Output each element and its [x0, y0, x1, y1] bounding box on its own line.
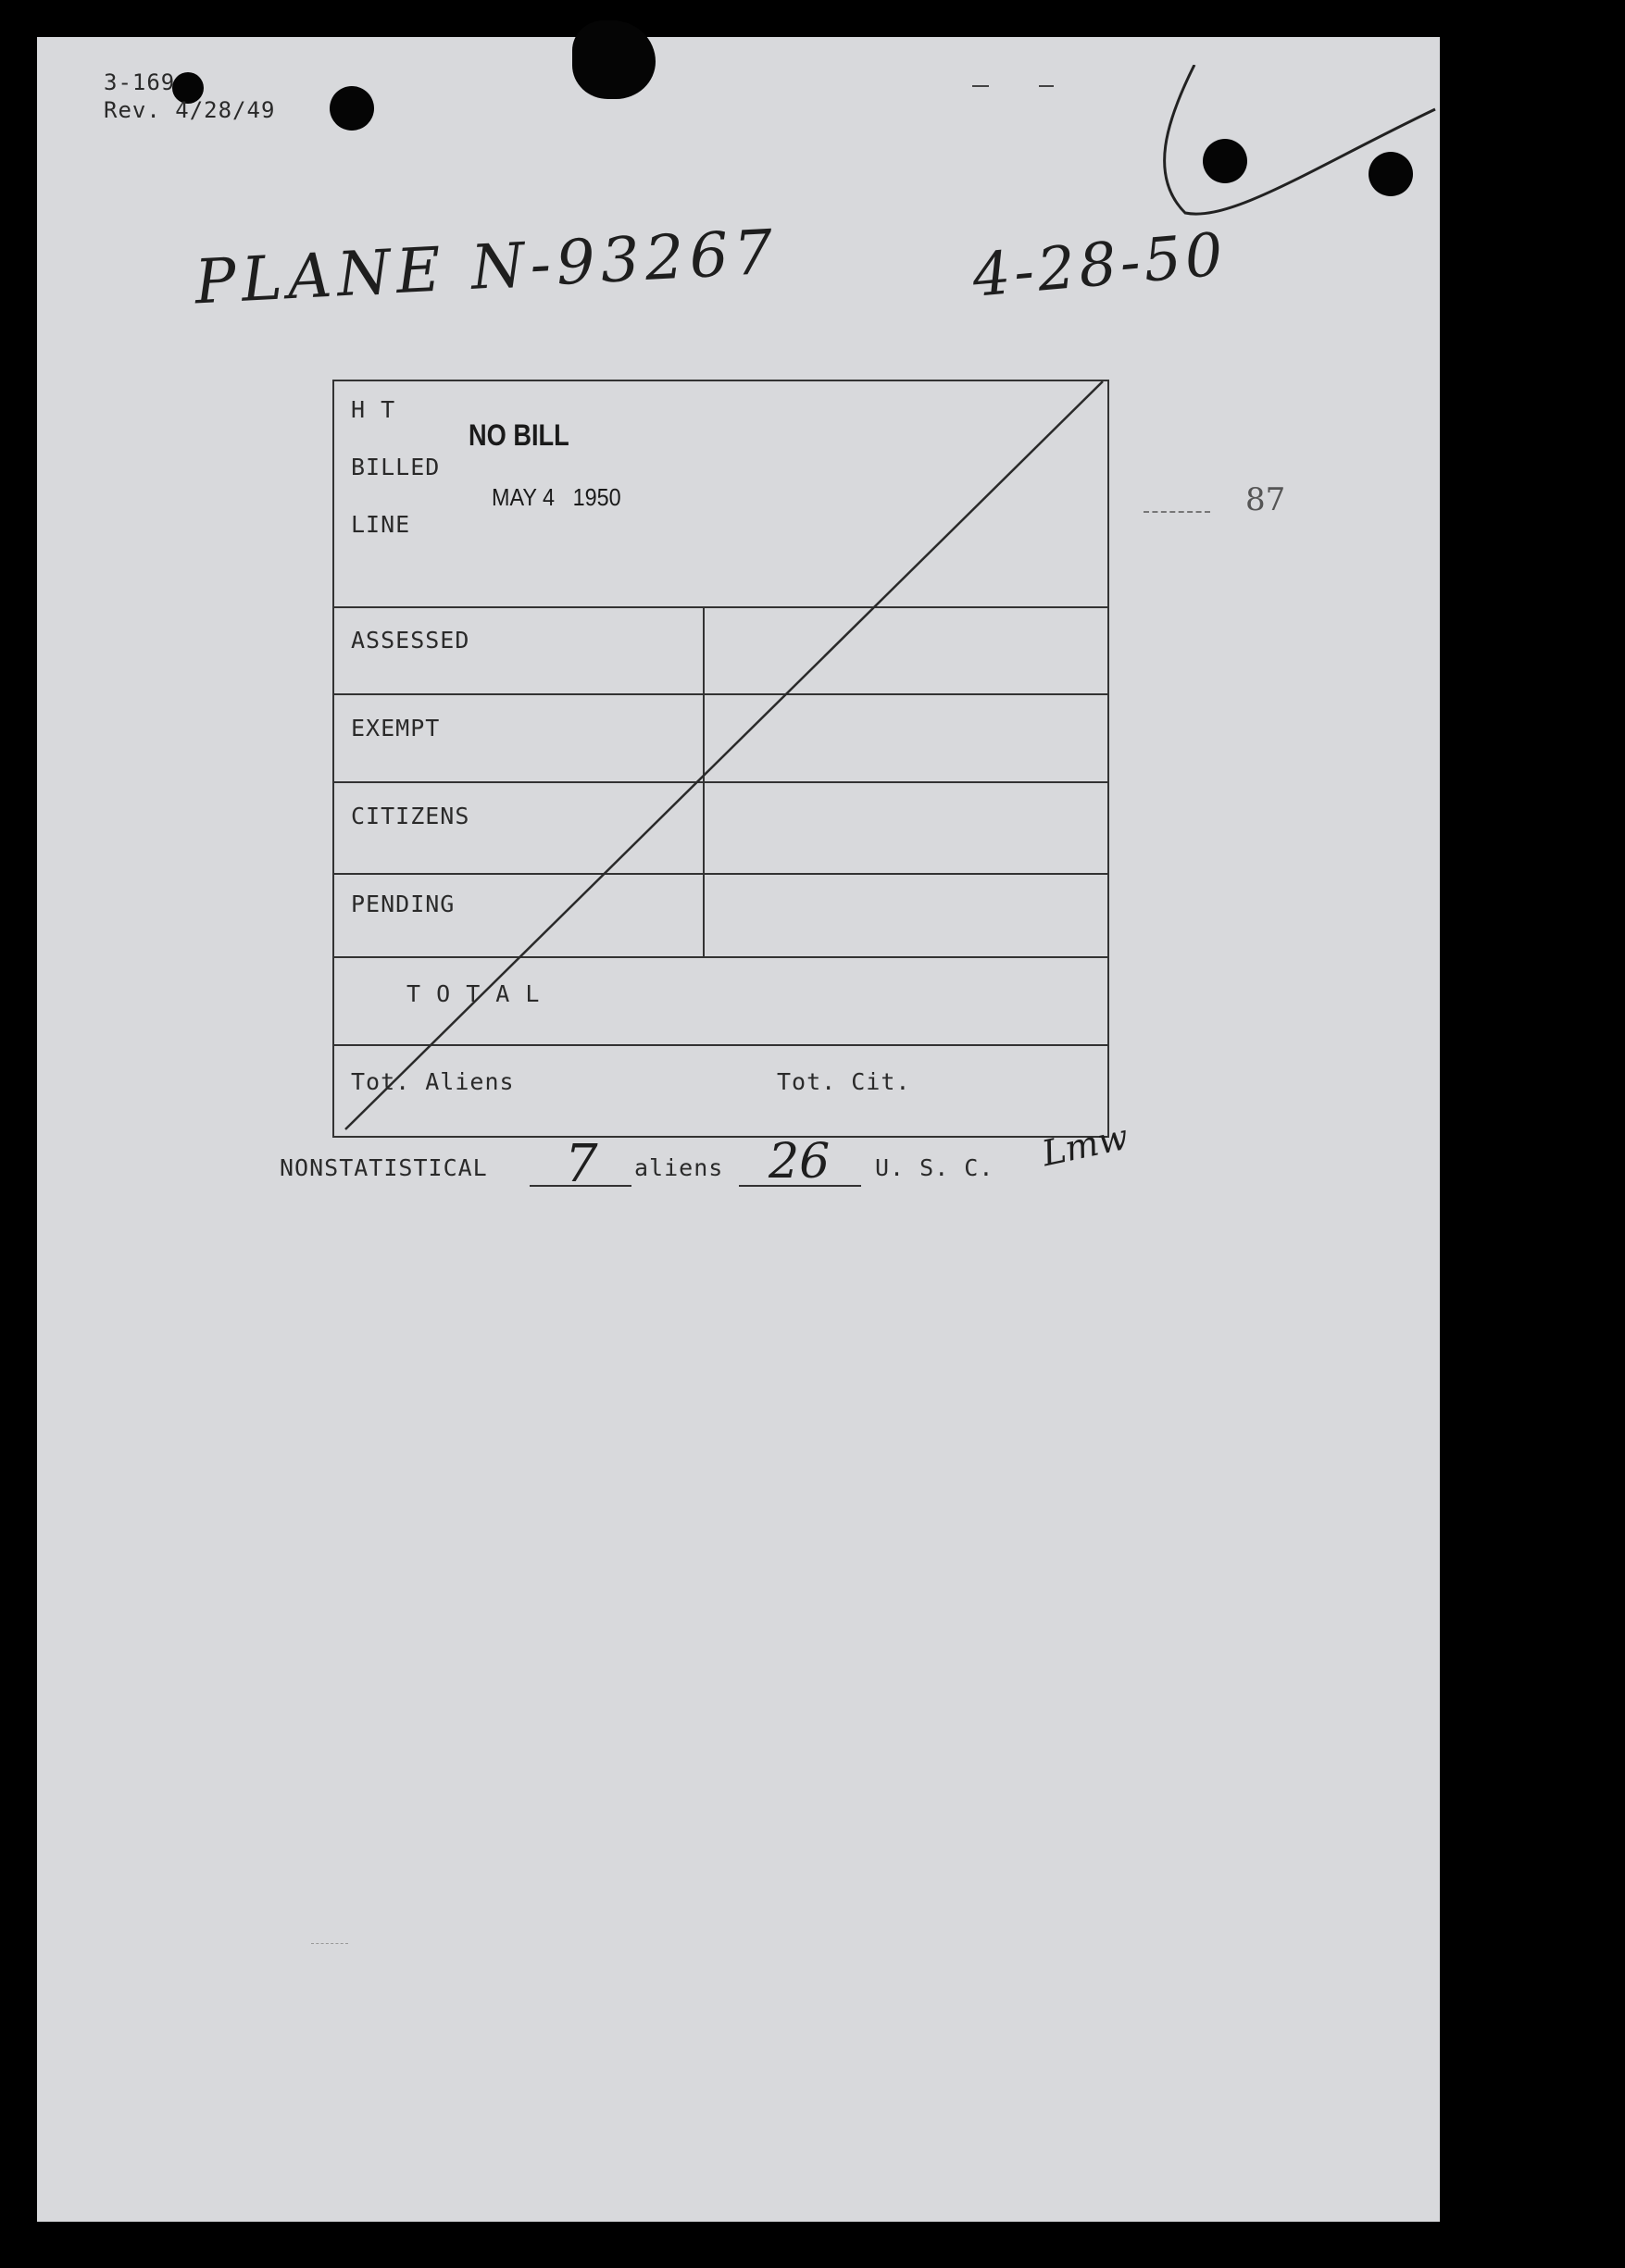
date-handwritten: 4-28-50 — [969, 220, 1230, 311]
top-mark — [1039, 85, 1054, 87]
usc-count-handwritten: 26 — [769, 1134, 831, 1190]
nonstatistical-label: NONSTATISTICAL — [280, 1154, 488, 1181]
stamp-date: MAY 4 1950 — [492, 483, 621, 511]
total-label: T O T A L — [406, 980, 541, 1007]
strike-through-line — [334, 381, 1107, 1136]
tot-aliens-label: Tot. Aliens — [351, 1068, 515, 1095]
citizens-label: CITIZENS — [351, 803, 470, 829]
tot-cit-label: Tot. Cit. — [777, 1068, 911, 1095]
tally-form — [332, 380, 1109, 1138]
assessed-label: ASSESSED — [351, 627, 470, 654]
ht-label: H T — [351, 396, 396, 423]
aliens-count-handwritten: 7 — [565, 1134, 598, 1194]
usc-label: U. S. C. — [875, 1154, 994, 1181]
initials-handwritten: Lmw — [1038, 1115, 1132, 1175]
top-mark — [972, 85, 989, 87]
exempt-label: EXEMPT — [351, 715, 441, 741]
no-bill-stamp: NO BILL — [469, 418, 569, 452]
document-page — [37, 37, 1440, 2222]
page-number: 87 — [1245, 481, 1286, 518]
page-number-dash — [1144, 511, 1210, 513]
billed-label: BILLED — [351, 454, 441, 480]
plane-number-handwritten: PLANE N-93267 — [193, 216, 781, 318]
form-number: 3-169 — [104, 69, 176, 95]
line-label: LINE — [351, 511, 411, 538]
punch-hole — [330, 86, 374, 131]
pending-label: PENDING — [351, 891, 456, 917]
aliens-label: aliens — [634, 1154, 724, 1181]
scan-speck — [311, 1943, 348, 1944]
form-revision: Rev. 4/28/49 — [104, 97, 276, 123]
torn-edge-mark — [572, 20, 656, 99]
check-mark-icon — [1130, 65, 1444, 231]
